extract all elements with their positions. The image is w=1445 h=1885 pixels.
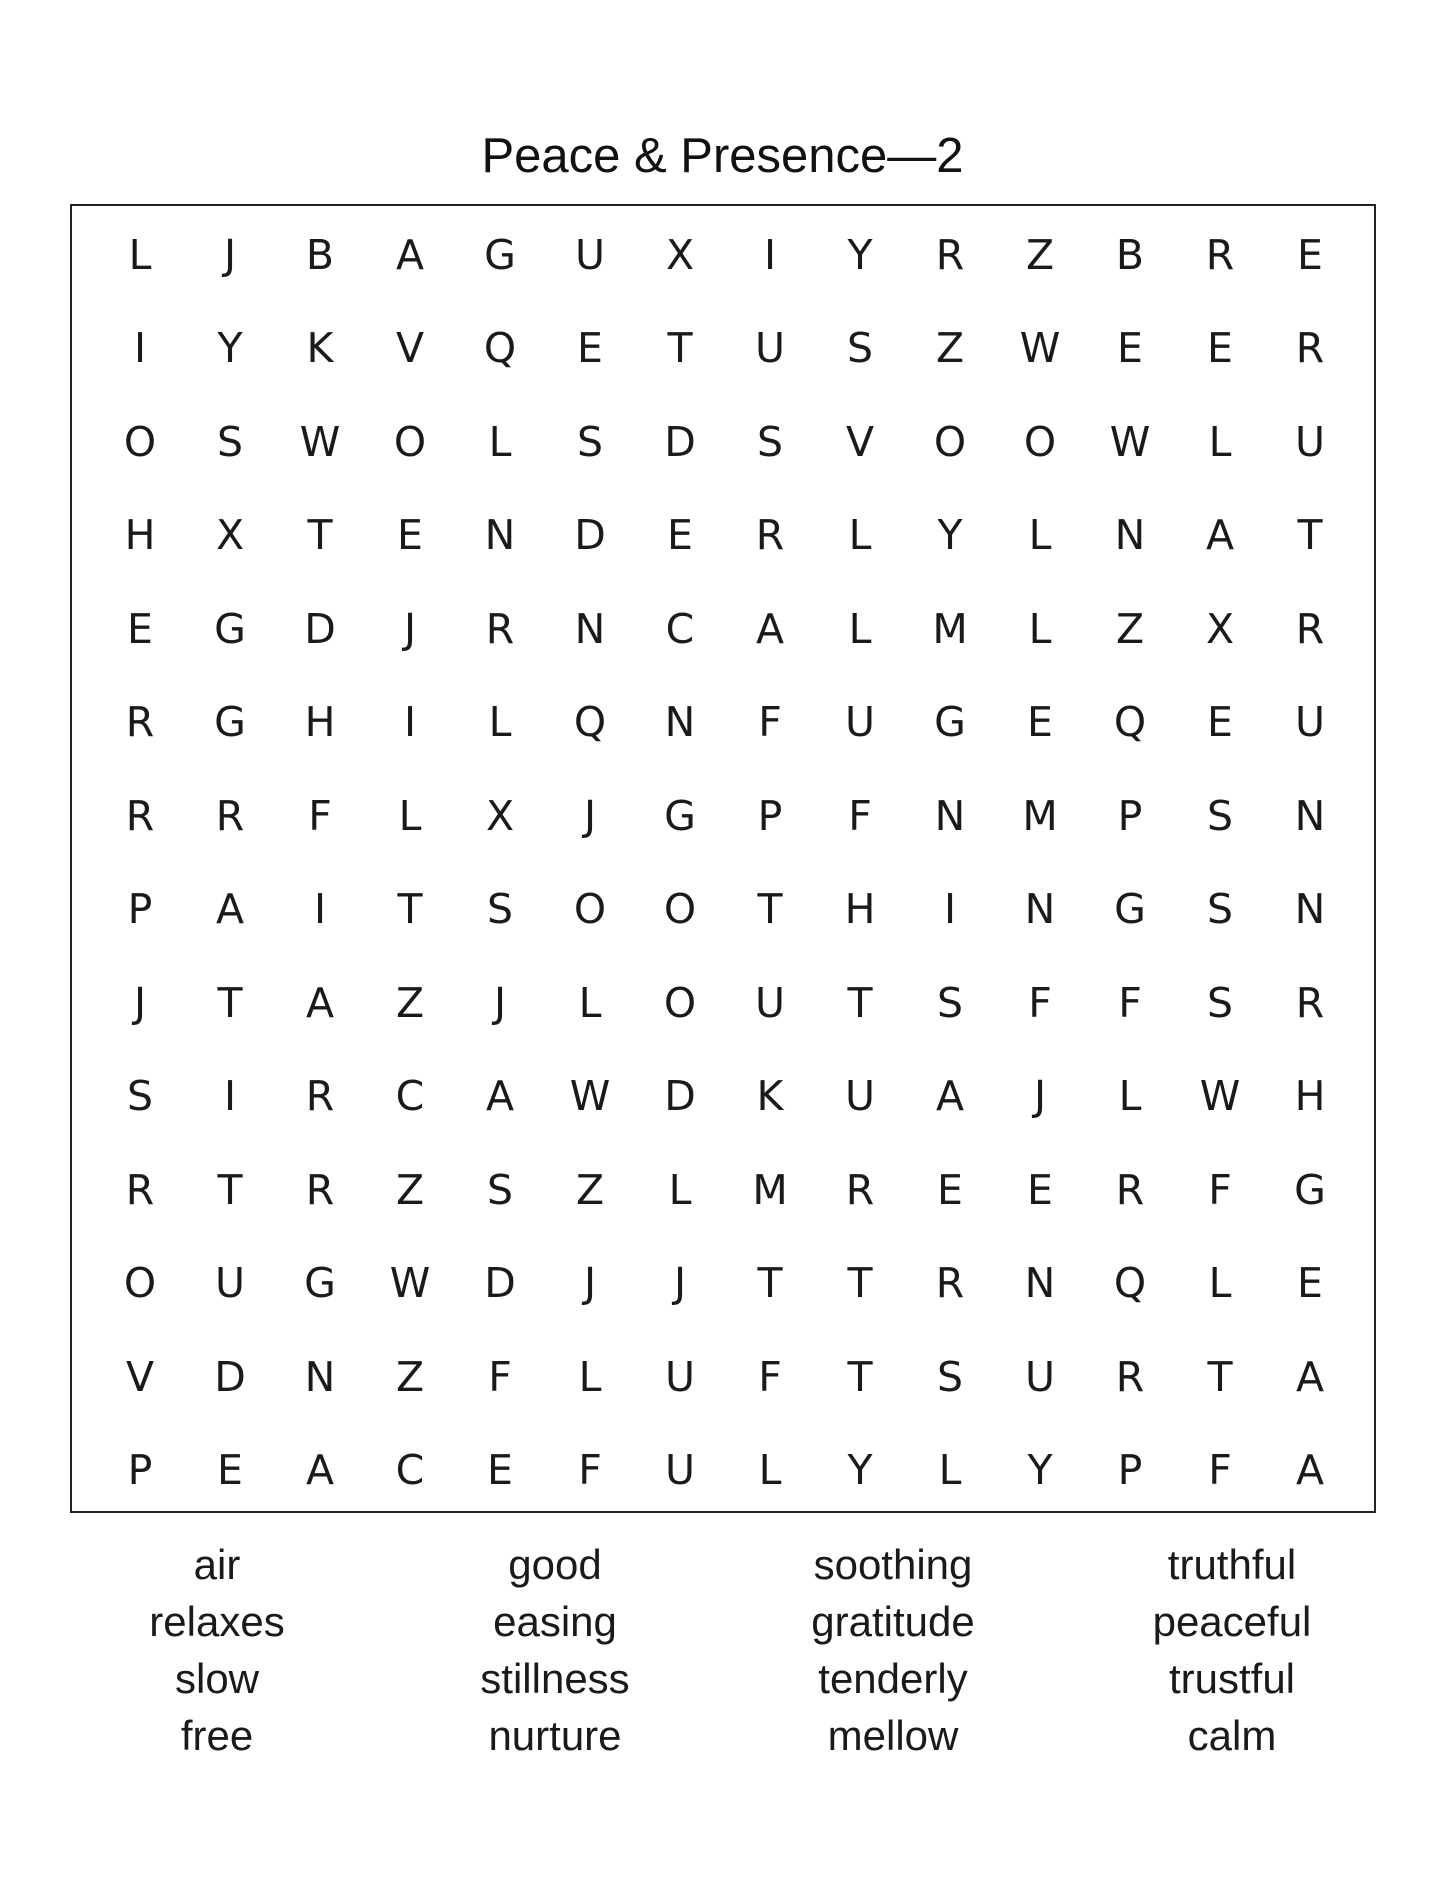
grid-cell[interactable]: L [1208, 1259, 1232, 1308]
grid-cell[interactable]: L [578, 978, 602, 1027]
grid-cell[interactable]: N [1294, 885, 1326, 934]
grid-cell[interactable]: R [1295, 604, 1325, 653]
letter-grid-frame [70, 204, 1376, 1513]
grid-cell[interactable]: U [754, 324, 785, 373]
grid-cell[interactable]: U [844, 1072, 875, 1121]
grid-cell[interactable]: Q [573, 698, 607, 747]
grid-cell[interactable]: T [217, 1165, 243, 1214]
word-list-item: mellow [827, 1712, 959, 1759]
grid-cell[interactable]: B [1115, 230, 1145, 279]
grid-cell[interactable]: H [124, 511, 156, 560]
grid-cell[interactable]: Z [1115, 604, 1145, 653]
grid-cell[interactable]: T [1297, 511, 1323, 560]
grid-cell[interactable]: D [664, 417, 696, 466]
grid-cell[interactable]: U [664, 1446, 695, 1495]
grid-cell[interactable]: D [304, 604, 336, 653]
grid-cell[interactable]: D [664, 1072, 696, 1121]
grid-cell[interactable]: S [846, 324, 874, 373]
grid-cell[interactable]: X [665, 230, 695, 279]
grid-cell[interactable]: E [397, 511, 423, 560]
grid-cell[interactable]: A [485, 1072, 515, 1121]
grid-cell[interactable]: A [935, 1072, 965, 1121]
grid-cell[interactable]: L [578, 1352, 602, 1401]
grid-cell[interactable]: A [305, 1446, 335, 1495]
word-list-item: nurture [488, 1712, 622, 1759]
grid-cell[interactable]: F [758, 698, 782, 747]
grid-cell[interactable]: P [1117, 791, 1143, 840]
grid-cell[interactable]: J [673, 1259, 687, 1308]
grid-cell[interactable]: O [393, 417, 427, 466]
grid-cell[interactable]: E [1297, 230, 1323, 279]
grid-cell[interactable]: S [756, 417, 784, 466]
grid-cell[interactable]: A [1295, 1352, 1325, 1401]
grid-cell[interactable]: A [215, 885, 245, 934]
word-list-item: trustful [1168, 1655, 1296, 1702]
grid-cell[interactable]: Z [935, 324, 965, 373]
grid-cell[interactable]: W [389, 1259, 431, 1308]
grid-cell[interactable]: V [845, 417, 875, 466]
grid-cell[interactable]: R [125, 791, 155, 840]
grid-cell[interactable]: F [1208, 1165, 1232, 1214]
grid-cell[interactable]: R [1295, 978, 1325, 1027]
letter-grid[interactable] [95, 206, 1355, 1513]
grid-cell[interactable]: O [573, 885, 607, 934]
grid-cell[interactable]: H [304, 698, 336, 747]
grid-cell[interactable]: G [1294, 1165, 1326, 1214]
grid-cell[interactable]: G [484, 230, 516, 279]
grid-cell[interactable]: W [1109, 417, 1151, 466]
grid-cell[interactable]: L [848, 511, 872, 560]
grid-cell[interactable]: O [663, 885, 697, 934]
grid-cell[interactable]: S [486, 885, 514, 934]
grid-cell[interactable]: I [223, 1072, 237, 1121]
grid-cell[interactable]: W [1199, 1072, 1241, 1121]
grid-cell[interactable]: E [1297, 1259, 1323, 1308]
grid-cell[interactable]: S [1206, 885, 1234, 934]
grid-cell[interactable]: Y [937, 511, 963, 560]
word-list-item: easing [493, 1598, 617, 1645]
grid-cell[interactable]: J [223, 230, 237, 279]
word-list-item: slow [174, 1655, 260, 1702]
word-list-item: stillness [480, 1655, 630, 1702]
grid-cell[interactable]: N [1024, 1259, 1056, 1308]
grid-cell[interactable]: F [488, 1352, 512, 1401]
grid-cell[interactable]: R [125, 1165, 155, 1214]
grid-cell[interactable]: T [667, 324, 693, 373]
grid-cell[interactable]: R [1115, 1165, 1145, 1214]
grid-cell[interactable]: P [757, 791, 783, 840]
word-column-2 [405, 1536, 705, 1764]
grid-cell[interactable]: L [1118, 1072, 1142, 1121]
word-list-item: gratitude [811, 1598, 975, 1645]
grid-cell[interactable]: L [938, 1446, 962, 1495]
grid-cell[interactable]: F [848, 791, 872, 840]
grid-cell[interactable]: L [1028, 604, 1052, 653]
grid-cell[interactable]: Y [847, 1446, 873, 1495]
word-list-item: tenderly [818, 1655, 968, 1702]
grid-cell[interactable]: A [755, 604, 785, 653]
grid-cell[interactable]: R [935, 230, 965, 279]
word-list-item: peaceful [1152, 1598, 1312, 1645]
grid-cell[interactable]: J [583, 1259, 597, 1308]
grid-cell[interactable]: Q [1113, 698, 1147, 747]
grid-cell[interactable]: G [664, 791, 696, 840]
grid-cell[interactable]: O [123, 1259, 157, 1308]
grid-cell[interactable]: E [127, 604, 153, 653]
grid-cell[interactable]: W [569, 1072, 611, 1121]
grid-cell[interactable]: G [214, 698, 246, 747]
grid-cell[interactable]: Z [395, 1352, 425, 1401]
grid-cell[interactable]: F [578, 1446, 602, 1495]
grid-cell[interactable]: S [1206, 978, 1234, 1027]
grid-cell[interactable]: D [484, 1259, 516, 1308]
grid-cell[interactable]: R [1115, 1352, 1145, 1401]
grid-cell[interactable]: I [403, 698, 417, 747]
grid-cell[interactable]: Q [483, 324, 517, 373]
word-list-item: truthful [1167, 1541, 1297, 1588]
puzzle-title: Peace & Presence—2 [481, 129, 964, 183]
grid-cell[interactable]: E [1207, 324, 1233, 373]
grid-cell[interactable]: R [305, 1072, 335, 1121]
grid-cell[interactable]: I [763, 230, 777, 279]
grid-cell[interactable]: M [752, 1165, 788, 1214]
grid-cell[interactable]: K [756, 1072, 784, 1121]
grid-cell[interactable]: R [845, 1165, 875, 1214]
grid-cell[interactable]: S [126, 1072, 154, 1121]
grid-cell[interactable]: P [1117, 1446, 1143, 1495]
grid-cell[interactable]: T [847, 1352, 873, 1401]
grid-cell[interactable]: N [1024, 885, 1056, 934]
grid-cell[interactable]: L [128, 230, 152, 279]
grid-cell[interactable]: O [123, 417, 157, 466]
grid-cell[interactable]: L [668, 1165, 692, 1214]
grid-cell[interactable]: N [664, 698, 696, 747]
grid-cell[interactable]: W [299, 417, 341, 466]
grid-cell[interactable]: U [664, 1352, 695, 1401]
word-column-3 [743, 1536, 1043, 1764]
grid-cell[interactable]: N [304, 1352, 336, 1401]
grid-cell[interactable]: I [313, 885, 327, 934]
grid-cell[interactable]: D [574, 511, 606, 560]
grid-cell[interactable]: U [214, 1259, 245, 1308]
grid-cell[interactable]: T [847, 1259, 873, 1308]
grid-cell[interactable]: E [1117, 324, 1143, 373]
grid-cell[interactable]: O [933, 417, 967, 466]
grid-cell[interactable]: Z [575, 1165, 605, 1214]
grid-cell[interactable]: T [307, 511, 333, 560]
word-list-item: good [508, 1541, 602, 1588]
grid-cell[interactable]: F [1208, 1446, 1232, 1495]
grid-cell[interactable]: U [1024, 1352, 1055, 1401]
grid-cell[interactable]: T [1207, 1352, 1233, 1401]
grid-cell[interactable]: S [936, 1352, 964, 1401]
word-list-item: free [180, 1712, 254, 1759]
grid-cell[interactable]: L [488, 417, 512, 466]
grid-cell[interactable]: P [127, 885, 153, 934]
grid-cell[interactable]: E [217, 1446, 243, 1495]
grid-cell[interactable]: V [125, 1352, 155, 1401]
word-list-item: soothing [813, 1541, 973, 1588]
grid-cell[interactable]: U [1294, 698, 1325, 747]
word-list-item: air [193, 1541, 241, 1588]
grid-cell[interactable]: T [397, 885, 423, 934]
grid-cell[interactable]: T [217, 978, 243, 1027]
grid-cell[interactable]: E [1027, 1165, 1053, 1214]
grid-cell[interactable]: R [935, 1259, 965, 1308]
grid-cell[interactable]: U [844, 698, 875, 747]
grid-cell[interactable]: Y [217, 324, 243, 373]
grid-cell[interactable]: R [215, 791, 245, 840]
grid-cell[interactable]: L [398, 791, 422, 840]
grid-cell[interactable]: I [943, 885, 957, 934]
grid-cell[interactable]: V [395, 324, 425, 373]
grid-cell[interactable]: E [667, 511, 693, 560]
grid-cell[interactable]: J [1033, 1072, 1047, 1121]
word-list-item: calm [1187, 1712, 1277, 1759]
grid-cell[interactable]: E [1027, 698, 1053, 747]
grid-cell[interactable]: U [1294, 417, 1325, 466]
grid-cell[interactable]: U [754, 978, 785, 1027]
grid-cell[interactable]: L [1208, 417, 1232, 466]
grid-cell[interactable]: C [395, 1072, 425, 1121]
grid-cell[interactable]: S [486, 1165, 514, 1214]
grid-cell[interactable]: J [403, 604, 417, 653]
grid-cell[interactable]: A [395, 230, 425, 279]
grid-cell[interactable]: E [487, 1446, 513, 1495]
grid-cell[interactable]: L [488, 698, 512, 747]
grid-cell[interactable]: R [305, 1165, 335, 1214]
grid-cell[interactable]: G [304, 1259, 336, 1308]
grid-cell[interactable]: L [848, 604, 872, 653]
grid-cell[interactable]: S [576, 417, 604, 466]
grid-cell[interactable]: Z [1025, 230, 1055, 279]
grid-cell[interactable]: M [932, 604, 968, 653]
word-list-item: relaxes [149, 1598, 285, 1645]
grid-cell[interactable]: N [484, 511, 516, 560]
grid-cell[interactable]: F [1118, 978, 1142, 1027]
grid-cell[interactable]: W [1019, 324, 1061, 373]
word-column-4 [1082, 1536, 1382, 1764]
grid-cell[interactable]: R [755, 511, 785, 560]
grid-cell[interactable]: C [395, 1446, 425, 1495]
grid-cell[interactable]: C [665, 604, 695, 653]
grid-cell[interactable]: E [937, 1165, 963, 1214]
grid-cell[interactable]: J [133, 978, 147, 1027]
grid-cell[interactable]: G [934, 698, 966, 747]
grid-cell[interactable]: A [1295, 1446, 1325, 1495]
grid-cell[interactable]: N [574, 604, 606, 653]
grid-cell[interactable]: Z [395, 978, 425, 1027]
grid-cell[interactable]: E [1207, 698, 1233, 747]
grid-cell[interactable]: U [574, 230, 605, 279]
grid-cell[interactable]: E [577, 324, 603, 373]
grid-cell[interactable]: X [485, 791, 515, 840]
grid-cell[interactable]: Y [847, 230, 873, 279]
grid-cell[interactable]: D [214, 1352, 246, 1401]
word-column-1 [67, 1536, 367, 1764]
grid-cell[interactable]: A [1205, 511, 1235, 560]
grid-cell[interactable]: S [1206, 791, 1234, 840]
grid-cell[interactable]: X [215, 511, 245, 560]
grid-cell[interactable]: I [133, 324, 147, 373]
grid-cell[interactable]: G [1114, 885, 1146, 934]
grid-cell[interactable]: G [214, 604, 246, 653]
grid-cell[interactable]: N [934, 791, 966, 840]
grid-cell[interactable]: R [485, 604, 515, 653]
grid-cell[interactable]: L [1028, 511, 1052, 560]
grid-cell[interactable]: R [1205, 230, 1235, 279]
grid-cell[interactable]: R [1295, 324, 1325, 373]
grid-cell[interactable]: S [936, 978, 964, 1027]
grid-cell[interactable]: Z [395, 1165, 425, 1214]
grid-cell[interactable]: T [757, 885, 783, 934]
grid-cell[interactable]: F [308, 791, 332, 840]
grid-cell[interactable]: J [583, 791, 597, 840]
grid-cell[interactable]: J [493, 978, 507, 1027]
grid-cell[interactable]: N [1294, 791, 1326, 840]
grid-cell[interactable]: A [305, 978, 335, 1027]
grid-cell[interactable]: R [125, 698, 155, 747]
word-list [0, 1536, 1445, 1776]
grid-cell[interactable]: F [1028, 978, 1052, 1027]
grid-cell[interactable]: X [1205, 604, 1235, 653]
grid-cell[interactable]: K [306, 324, 334, 373]
grid-cell[interactable]: O [1023, 417, 1057, 466]
grid-cell[interactable]: H [844, 885, 876, 934]
grid-cell[interactable]: S [216, 417, 244, 466]
grid-cell[interactable]: N [1114, 511, 1146, 560]
grid-cell[interactable]: Y [1027, 1446, 1053, 1495]
grid-cell[interactable]: T [847, 978, 873, 1027]
grid-cell[interactable]: L [758, 1446, 782, 1495]
grid-cell[interactable]: O [663, 978, 697, 1027]
grid-cell[interactable]: T [757, 1259, 783, 1308]
grid-cell[interactable]: H [1294, 1072, 1326, 1121]
grid-cell[interactable]: M [1022, 791, 1058, 840]
grid-cell[interactable]: F [758, 1352, 782, 1401]
grid-cell[interactable]: Q [1113, 1259, 1147, 1308]
grid-cell[interactable]: P [127, 1446, 153, 1495]
grid-cell[interactable]: B [305, 230, 335, 279]
